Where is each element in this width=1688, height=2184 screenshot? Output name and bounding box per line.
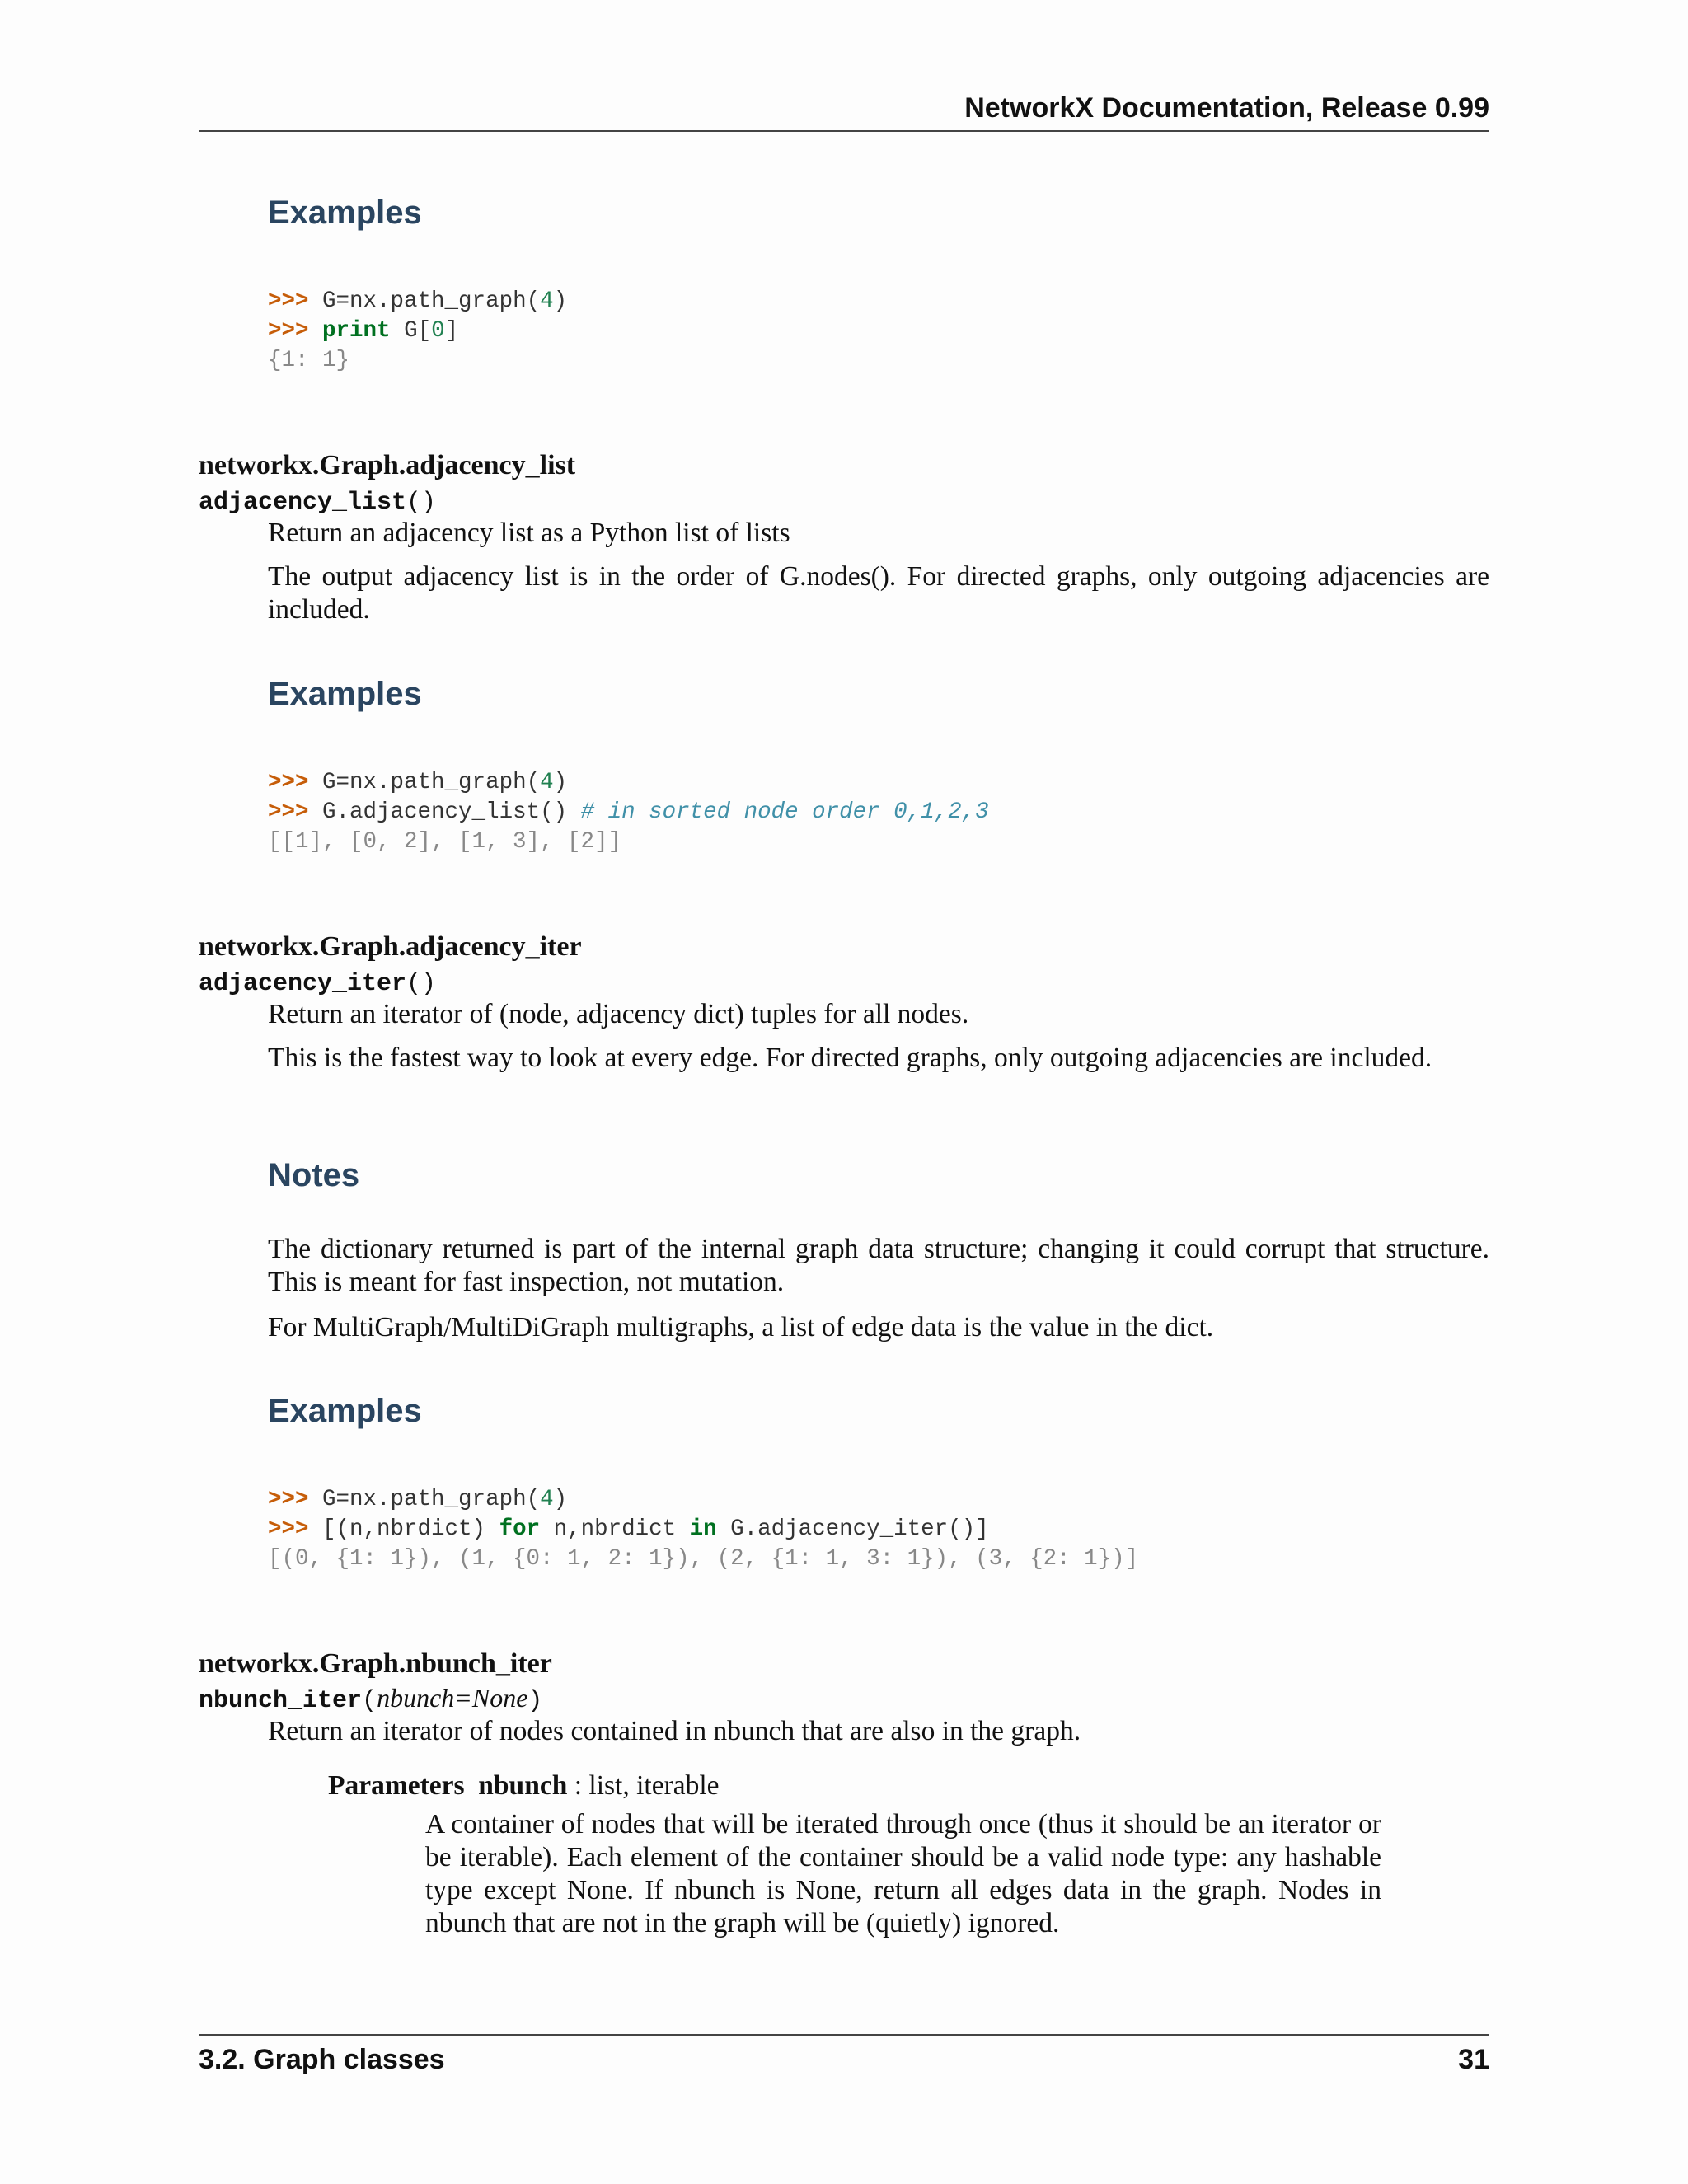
header-rule xyxy=(199,130,1489,132)
code-line: >>> print G[0] xyxy=(268,318,459,344)
examples-heading: Examples xyxy=(268,194,422,231)
footer-rule xyxy=(199,2034,1489,2036)
code-output: [[1], [0, 2], [1, 3], [2]] xyxy=(268,829,622,855)
code-block xyxy=(268,768,989,857)
code-line: >>> G.adjacency_list() # in sorted node order 0,1,2,3 xyxy=(268,799,989,825)
footer-section: 3.2. Graph classes xyxy=(199,2044,445,2075)
method-signature: adjacency_iter() xyxy=(199,970,437,998)
code-output: {1: 1} xyxy=(268,348,350,373)
param-type: : list, iterable xyxy=(567,1770,720,1801)
parameters-field xyxy=(328,1769,720,1802)
method-qualified-name: networkx.Graph.nbunch_iter xyxy=(199,1648,552,1679)
method-summary: Return an adjacency list as a Python list of lists xyxy=(268,518,790,548)
page-number: 31 xyxy=(1458,2044,1489,2075)
code-line: >>> G=nx.path_graph(4) xyxy=(268,288,568,314)
examples-heading: Examples xyxy=(268,676,422,712)
notes-paragraph: The dictionary returned is part of the internal graph data structure; changing it could corrupt that structure. This is meant for fast inspection, not mutation. xyxy=(268,1234,1489,1297)
param-name: nbunch xyxy=(478,1770,568,1801)
code-output: [(0, {1: 1}), (1, {0: 1, 2: 1}), (2, {1: 1, 3: 1}), (3, {2: 1})] xyxy=(268,1546,1139,1572)
method-qualified-name: networkx.Graph.adjacency_iter xyxy=(199,931,582,962)
method-description: The output adjacency list is in the order of G.nodes(). For directed graphs, only outgoing adjacencies are included. xyxy=(268,561,1489,625)
notes-paragraph: For MultiGraph/MultiDiGraph multigraphs, a list of edge data is the value in the dict. xyxy=(268,1312,1214,1343)
code-line: >>> G=nx.path_graph(4) xyxy=(268,770,568,795)
examples-heading: Examples xyxy=(268,1393,422,1429)
running-header: NetworkX Documentation, Release 0.99 xyxy=(964,92,1489,124)
method-signature: adjacency_list() xyxy=(199,489,437,517)
notes-heading: Notes xyxy=(268,1157,360,1193)
code-line: >>> G=nx.path_graph(4) xyxy=(268,1487,568,1512)
method-summary: Return an iterator of (node, adjacency dict) tuples for all nodes. xyxy=(268,999,969,1029)
code-line: >>> [(n,nbrdict) for n,nbrdict in G.adjacency_iter()] xyxy=(268,1516,989,1542)
method-summary: Return an iterator of nodes contained in nbunch that are also in the graph. xyxy=(268,1716,1081,1746)
param-description: A container of nodes that will be iterated through once (thus it should be an iterator or be iterable). Each element of the container should be a valid node type: any hashable type except None. If nbunch is None, return all edges data in the graph. Nodes in nbunch that are not in the graph will be (quietly) ignored. xyxy=(425,1809,1381,1938)
method-signature: nbunch_iter(nbunch=None) xyxy=(199,1683,543,1715)
code-block xyxy=(268,287,567,376)
method-qualified-name: networkx.Graph.adjacency_list xyxy=(199,450,576,480)
code-block xyxy=(268,1485,1138,1574)
method-description: This is the fastest way to look at every edge. For directed graphs, only outgoing adjacencies are included. xyxy=(268,1043,1432,1073)
parameters-label: Parameters xyxy=(328,1770,465,1801)
